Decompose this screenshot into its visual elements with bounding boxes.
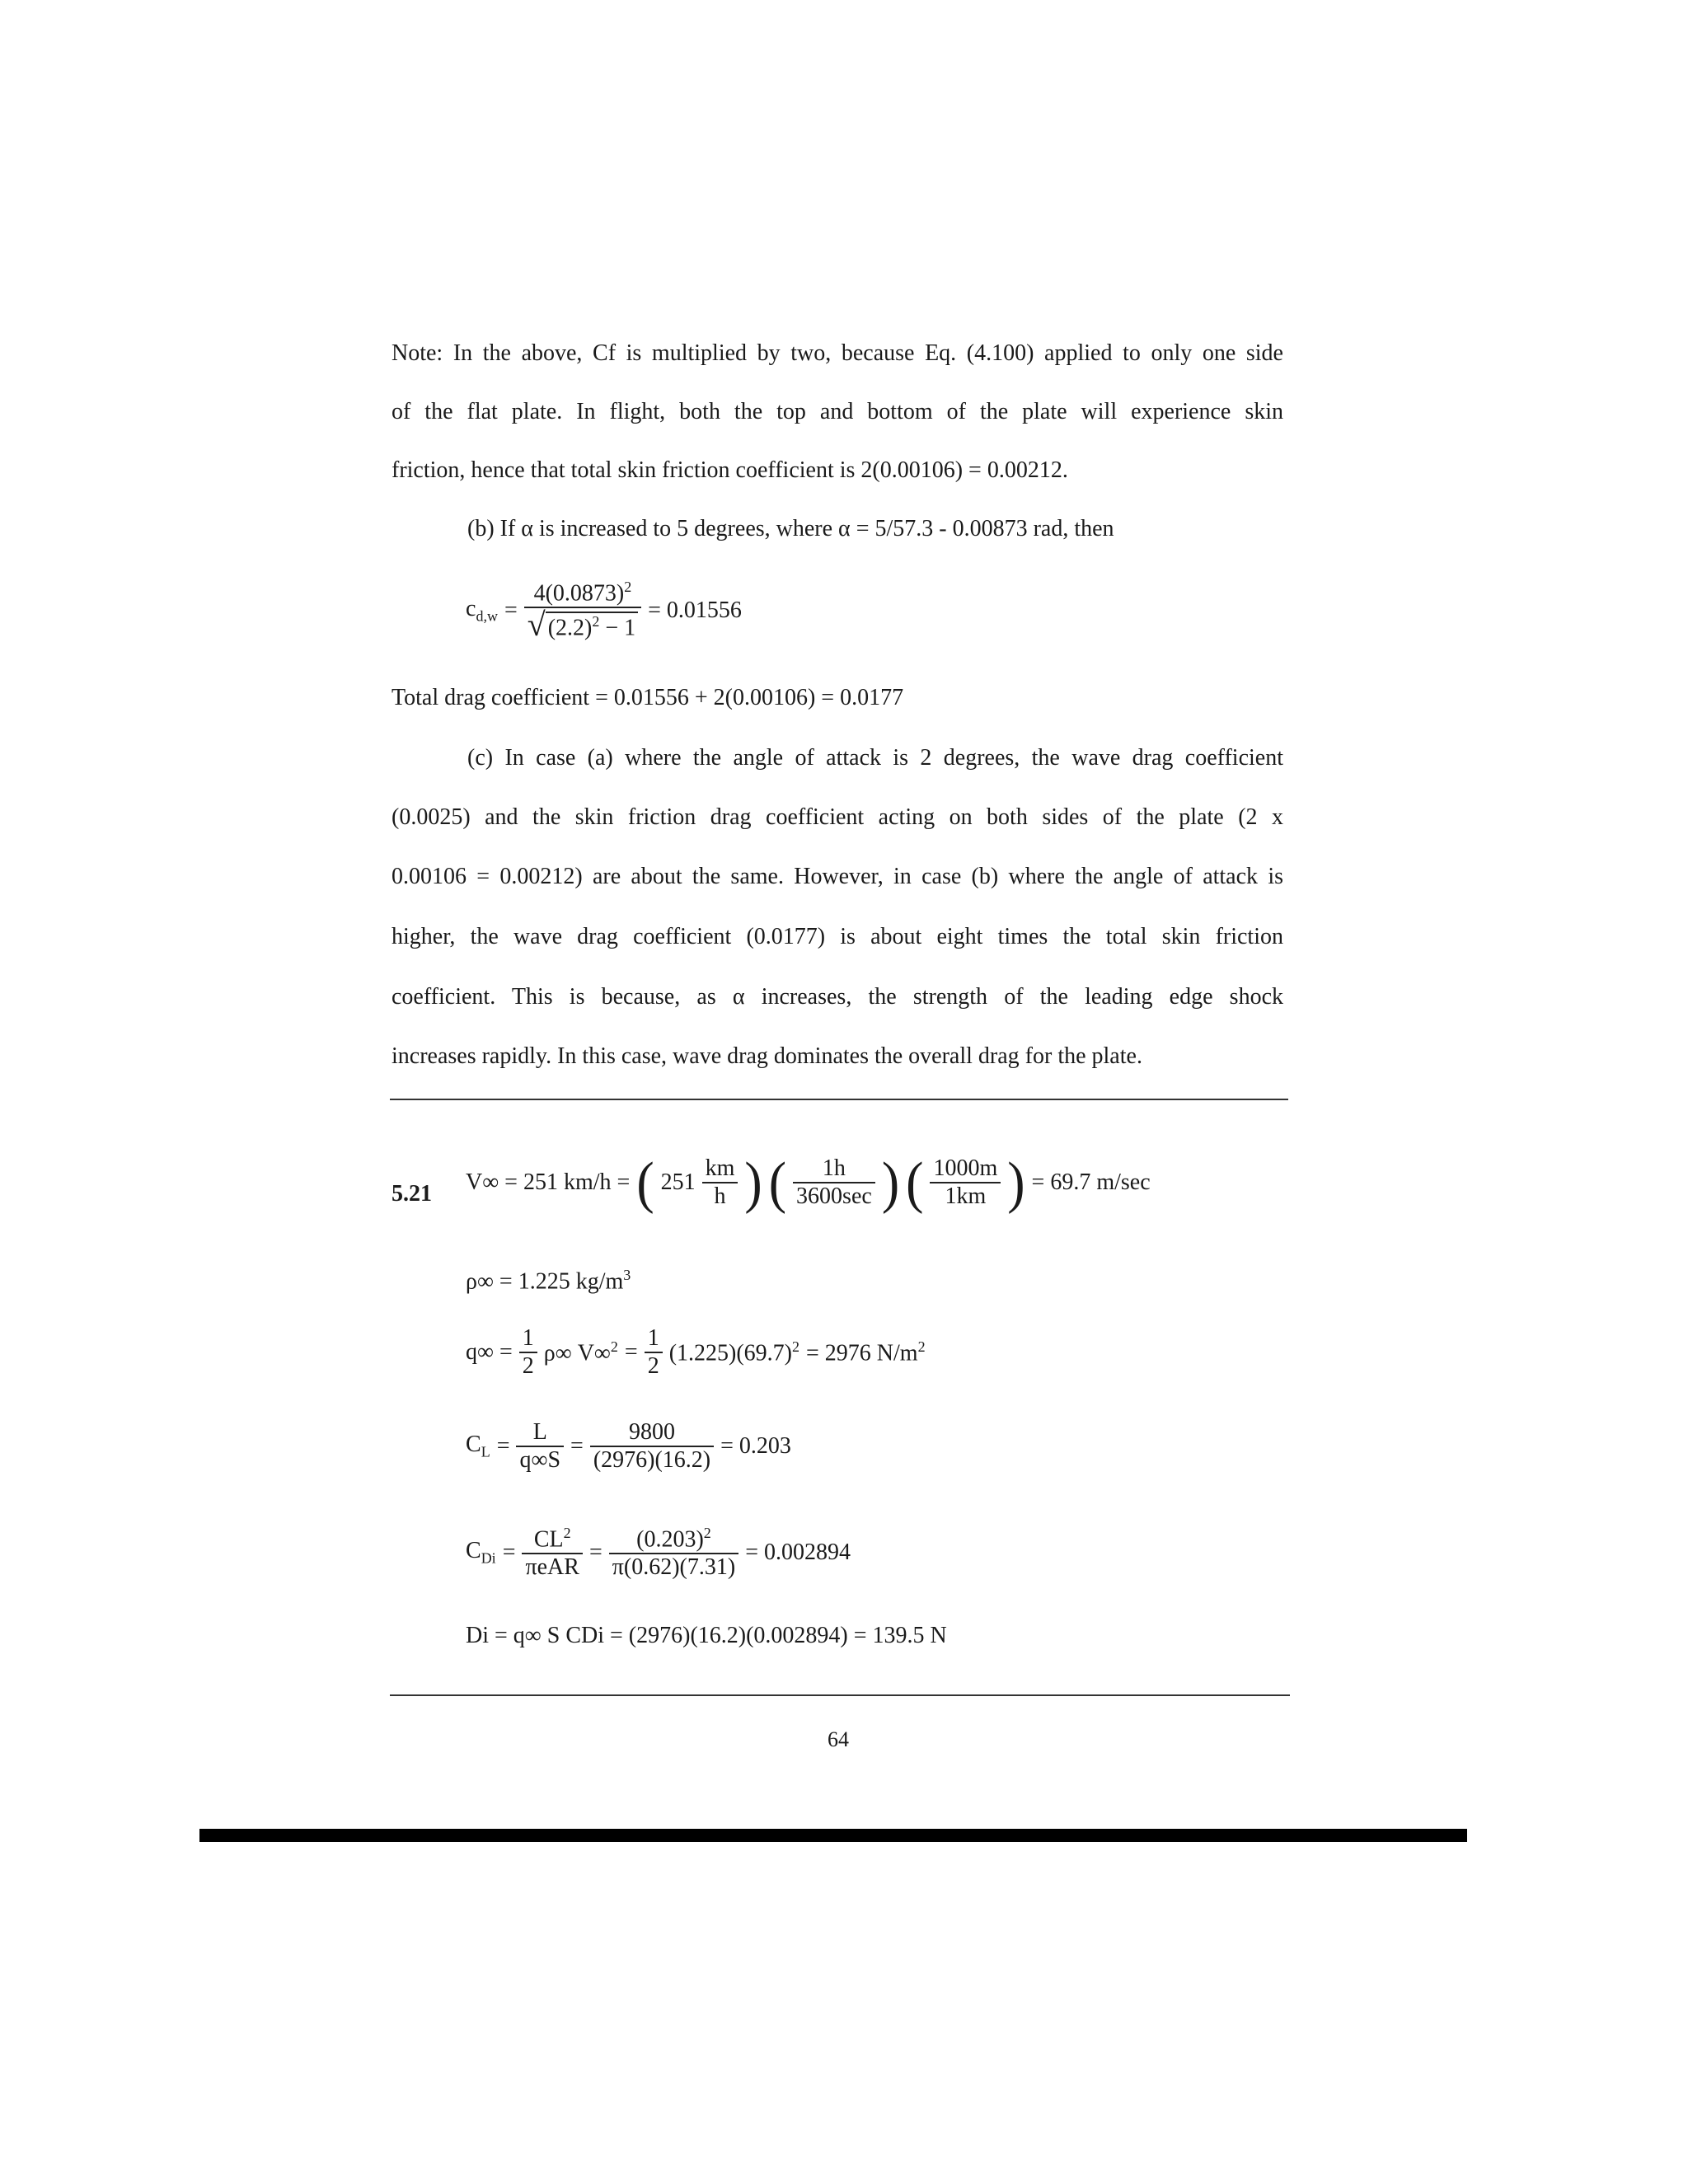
section-divider-1 bbox=[390, 1099, 1288, 1100]
part-c-line-1: (c) In case (a) where the angle of attack is 2 degrees, the wave drag coefficient bbox=[467, 745, 1283, 771]
km-per-h-fraction: $\frac{km}{h}$ bbox=[702, 1155, 738, 1210]
induced-drag-equation: Di = q∞ S CDi = (2976)(16.2)(0.002894) = 139.5 N bbox=[466, 1623, 947, 1648]
cdw-eq-sign: = bbox=[504, 597, 518, 623]
density-equation: ρ∞ = 1.225 $kg/m^3$ bbox=[466, 1267, 631, 1295]
section-divider-2 bbox=[390, 1694, 1290, 1696]
note-line-1: Note: In the above, Cf is multiplied by two, because Eq. (4.100) applied to only one side bbox=[392, 340, 1283, 366]
note-line-3: friction, hence that total skin friction coefficient is 2(0.00106) = 0.00212. bbox=[392, 457, 1068, 483]
part-c-line-3: 0.00106 = 0.00212) are about the same. However, in case (b) where the angle of attack is bbox=[392, 864, 1283, 889]
cdw-result: = 0.01556 bbox=[648, 597, 742, 623]
lift-coefficient-equation: $C_L$ = $\frac{L}{q\infty S}$ = $\frac{9800}{(2976)(16.2)}$ = 0.203 bbox=[466, 1419, 791, 1473]
l-over-qs-fraction: $\frac{L}{q\infty S}$ bbox=[516, 1419, 564, 1474]
note-line-2: of the flat plate. In flight, both the top and bottom of the plate will experience skin bbox=[392, 399, 1283, 424]
velocity-251: 251 bbox=[660, 1169, 696, 1195]
problem-number: 5.21 bbox=[392, 1181, 432, 1207]
cdw-fraction: $4(0.0873)^2$ √ $(2.2)^2 - 1$ bbox=[524, 579, 641, 642]
velocity-result: = 69.7 m/sec bbox=[1031, 1169, 1151, 1195]
part-b-intro: (b) If α is increased to 5 degrees, where α = 5/57.3 - 0.00873 rad, then bbox=[467, 516, 1114, 541]
cl2-over-pieAR-fraction: $\frac{CL^2}{\text{πeAR}}$ bbox=[522, 1525, 582, 1581]
page-number: 64 bbox=[828, 1727, 849, 1751]
q-lhs: q∞ = bbox=[466, 1339, 513, 1365]
velocity-equation: V∞ = 251 km/h = ( 251 $\frac{km}{h}$ ) ( $\frac{1h}{3600\sec}$ ) ( $\frac{1000m}{1km}$ ) = 69.7 m/sec bbox=[466, 1150, 1151, 1215]
cdi-lhs: $C_{Di}$ bbox=[466, 1538, 496, 1567]
part-c-line-5: coefficient. This is because, as α increases, the strength of the leading edge shock bbox=[392, 984, 1283, 1010]
cl-result: = 0.203 bbox=[720, 1433, 791, 1459]
velocity-lhs: V∞ = 251 km/h = bbox=[466, 1169, 631, 1195]
cl-value-fraction: $\frac{9800}{(2976)(16.2)}$ bbox=[590, 1419, 714, 1474]
cdw-lhs: $c_{d,w}$ bbox=[466, 595, 498, 625]
sqrt-symbol: √ $(2.2)^2 - 1$ bbox=[528, 608, 638, 641]
part-c-line-4: higher, the wave drag coefficient (0.0177) is about eight times the total skin friction bbox=[392, 924, 1283, 949]
cdw-equation bbox=[466, 579, 742, 642]
induced-drag-coefficient-equation: $C_{Di}$ = $\frac{CL^2}{\text{πeAR}}$ = $\frac{(0.203)^2}{\pi(0.62)(7.31)}$ = 0.002894 bbox=[466, 1525, 851, 1581]
cdi-value-fraction: $\frac{(0.203)^2}{\pi(0.62)(7.31)}$ bbox=[609, 1525, 738, 1581]
h-per-sec-fraction: $\frac{1h}{3600\sec}$ bbox=[793, 1155, 875, 1210]
cl-lhs: $C_L$ bbox=[466, 1432, 490, 1460]
half-fraction-2: $\frac{1}{2}$ bbox=[645, 1325, 663, 1380]
page-bottom-bar bbox=[199, 1829, 1467, 1842]
part-c-line-2: (0.0025) and the skin friction drag coefficient acting on both sides of the plate (2 x bbox=[392, 804, 1283, 830]
dynamic-pressure-equation: q∞ = $\frac{1}{2}$ ρ∞ V∞$^2$ = $\frac{1}{2}$ $(1.225)(69.7)^2$ = 2976 $N/m^2$ bbox=[466, 1325, 926, 1379]
q-mid: ρ∞ V∞$^2$ bbox=[543, 1338, 618, 1366]
half-fraction: $\frac{1}{2}$ bbox=[519, 1325, 537, 1380]
total-drag-line: Total drag coefficient = 0.01556 + 2(0.00106) = 0.0177 bbox=[392, 685, 904, 710]
q-rhs: $(1.225)(69.7)^2$ bbox=[668, 1338, 799, 1366]
cdi-result: = 0.002894 bbox=[745, 1540, 851, 1566]
part-c-line-6: increases rapidly. In this case, wave drag dominates the overall drag for the plate. bbox=[392, 1043, 1142, 1069]
q-result: = 2976 $N/m^2$ bbox=[805, 1338, 926, 1366]
m-per-km-fraction: $\frac{1000m}{1km}$ bbox=[930, 1155, 1001, 1210]
